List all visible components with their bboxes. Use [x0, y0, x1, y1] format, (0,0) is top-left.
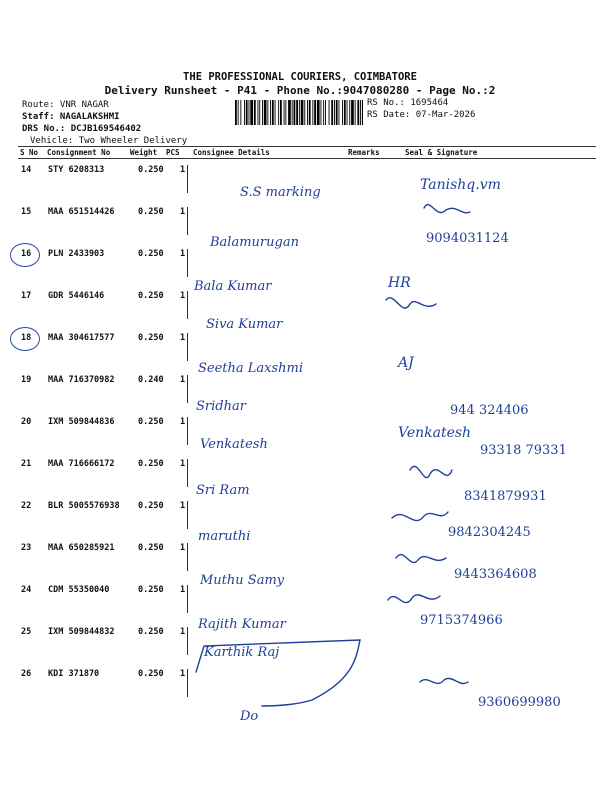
row-consignment: MAA 650285921 [48, 543, 115, 553]
row-weight: 0.250 [138, 333, 164, 343]
company-title: THE PROFESSIONAL COURIERS, COIMBATORE [183, 71, 417, 83]
row-pcs: 1 [180, 207, 186, 217]
consignee-name: Balamurugan [210, 235, 299, 250]
consignee-name: Venkatesh [200, 437, 268, 452]
handwritten-signature: AJ [398, 355, 414, 371]
row-weight: 0.250 [138, 459, 164, 469]
consignee-name: Do [240, 709, 259, 724]
row-weight: 0.240 [138, 375, 164, 385]
row-weight: 0.250 [138, 249, 164, 259]
staff-label: Staff: NAGALAKSHMI [22, 112, 120, 122]
row-consignment: IXM 509844832 [48, 627, 115, 637]
signature-scribble-24 [388, 595, 440, 603]
row-sno: 15 [21, 207, 32, 217]
row-sno: 14 [21, 165, 32, 175]
row-pcs: 1 [180, 501, 186, 511]
handwritten-signature: HR [388, 275, 411, 291]
signature-scribble-26 [420, 678, 468, 683]
consignee-name: S.S marking [240, 185, 321, 200]
runsheet-subtitle: Delivery Runsheet - P41 - Phone No.:9047080280 - Page No.:2 [104, 84, 496, 97]
row-pcs: 1 [180, 375, 186, 385]
row-consignment: BLR 5005576938 [48, 501, 120, 511]
consignee-name: Rajith Kumar [198, 617, 286, 632]
consignee-phone: 8341879931 [464, 489, 547, 504]
row-weight: 0.250 [138, 501, 164, 511]
row-weight: 0.250 [138, 669, 164, 679]
consignee-phone: 9443364608 [454, 567, 537, 582]
consignee-phone: 944 324406 [450, 403, 529, 418]
consignee-name: Seetha Laxshmi [198, 361, 304, 376]
row-pcs: 1 [180, 249, 186, 259]
signature-scribble-21 [410, 466, 452, 477]
consignee-phone: 9094031124 [426, 231, 509, 246]
signature-scribble-15 [424, 205, 470, 213]
row-sno: 22 [21, 501, 32, 511]
row-sno: 21 [21, 459, 32, 469]
col-remarks: Remarks [348, 148, 380, 157]
col-seal-signature: Seal & Signature [405, 148, 478, 157]
row-consignment: CDM 55350040 [48, 585, 110, 595]
row-pcs: 1 [180, 585, 186, 595]
col-sno: S No [20, 148, 39, 157]
row-sno: 25 [21, 627, 32, 637]
consignee-name: Siva Kumar [206, 317, 283, 332]
row-weight: 0.250 [138, 417, 164, 427]
row-weight: 0.250 [138, 585, 164, 595]
row-consignment: MAA 716666172 [48, 459, 115, 469]
consignee-name: Sridhar [196, 399, 246, 414]
consignee-name: Bala Kumar [194, 279, 272, 294]
consignee-phone: 9715374966 [420, 613, 503, 628]
row-weight: 0.250 [138, 543, 164, 553]
row-consignment: PLN 2433903 [48, 249, 105, 259]
row-sno: 18 [21, 333, 32, 343]
drs-label: DRS No.: DCJB169546402 [22, 124, 142, 134]
row-consignment: MAA 716370982 [48, 375, 115, 385]
row-sno: 23 [21, 543, 32, 553]
row-pcs: 1 [180, 669, 186, 679]
signature-scribble-17 [386, 298, 436, 308]
row-pcs: 1 [180, 459, 186, 469]
row-weight: 0.250 [138, 627, 164, 637]
consignee-name: Karthik Raj [204, 645, 280, 660]
col-weight: Weight [130, 148, 158, 157]
row-sno: 19 [21, 375, 32, 385]
handwritten-signature: Venkatesh [398, 425, 472, 441]
col-consignment: Consignment No [47, 148, 111, 157]
col-pcs: PCS [166, 148, 180, 157]
row-sno: 16 [21, 249, 32, 259]
row-weight: 0.250 [138, 165, 164, 175]
handwritten-signature: Tanishq.vm [420, 177, 501, 193]
consignee-name: Muthu Samy [200, 573, 285, 588]
row-consignment: GDR 5446146 [48, 291, 105, 301]
row-consignment: MAA 651514426 [48, 207, 115, 217]
row-consignment: MAA 304617577 [48, 333, 115, 343]
row-consignment: KDI 371870 [48, 669, 100, 679]
row-sno: 20 [21, 417, 32, 427]
route-label: Route: VNR NAGAR [22, 100, 109, 110]
row-weight: 0.250 [138, 291, 164, 301]
consignee-name: Sri Ram [196, 483, 250, 498]
consignee-phone: 93318 79331 [480, 443, 567, 458]
row-sno: 17 [21, 291, 32, 301]
row-consignment: IXM 509844836 [48, 417, 115, 427]
row-consignment: STY 6208313 [48, 165, 105, 175]
consignee-phone: 9842304245 [448, 525, 531, 540]
signature-scribble-22 [392, 512, 448, 521]
row-sno: 24 [21, 585, 32, 595]
row-pcs: 1 [180, 165, 186, 175]
rs-number: RS No.: 1695464 [367, 98, 449, 108]
row-pcs: 1 [180, 333, 186, 343]
consignee-phone: 9360699980 [478, 695, 561, 710]
vehicle-label: Vehicle: Two Wheeler Delivery [30, 136, 188, 146]
rs-date: RS Date: 07-Mar-2026 [367, 110, 476, 120]
row-pcs: 1 [180, 291, 186, 301]
karthik-raj-bracket [196, 640, 360, 706]
signature-scribble-23 [396, 555, 446, 563]
row-pcs: 1 [180, 417, 186, 427]
row-pcs: 1 [180, 627, 186, 637]
row-sno: 26 [21, 669, 32, 679]
row-weight: 0.250 [138, 207, 164, 217]
consignee-name: maruthi [198, 529, 251, 544]
col-consignee: Consignee Details [193, 148, 270, 157]
row-pcs: 1 [180, 543, 186, 553]
